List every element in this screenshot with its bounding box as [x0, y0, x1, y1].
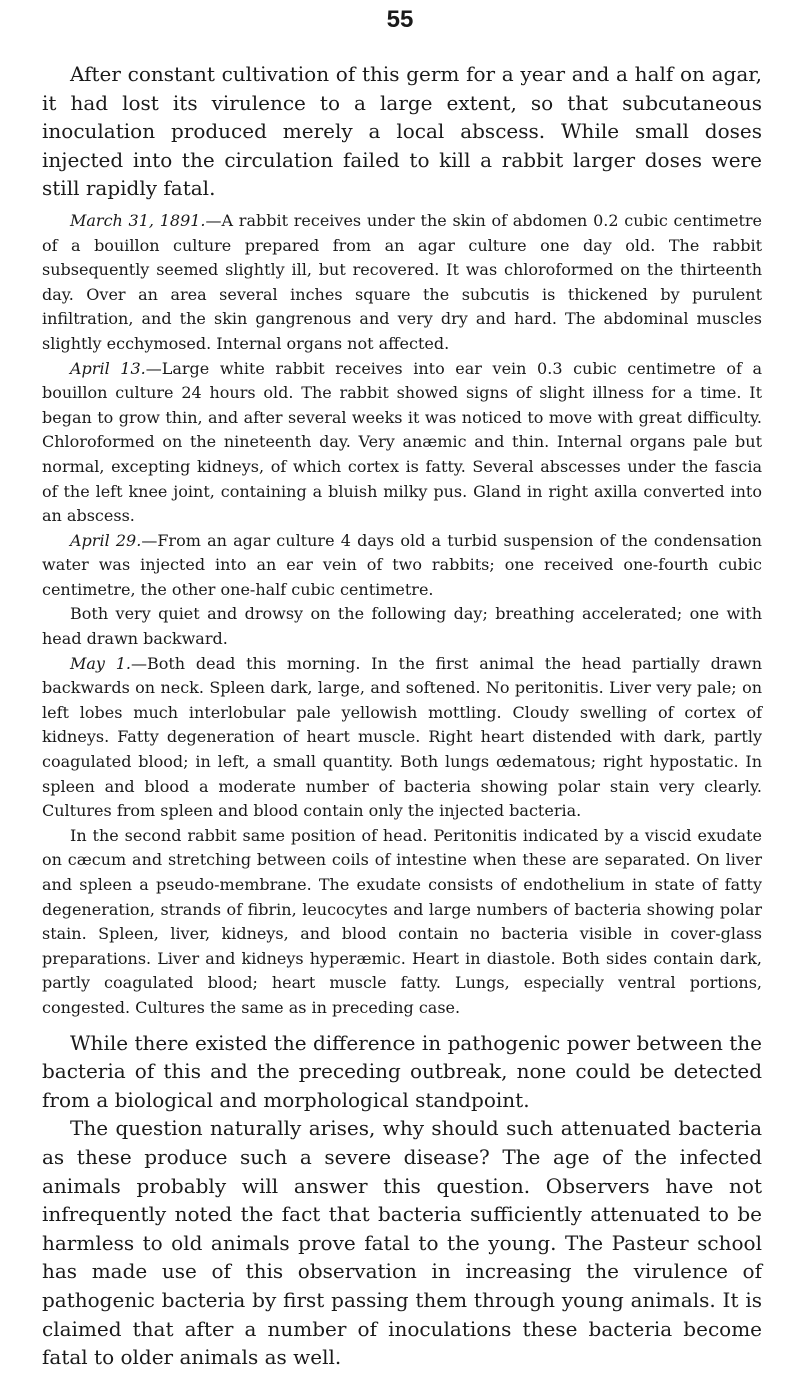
entry-following-day: Both very quiet and drowsy on the following day; breathing accelerated; one with head drawn backward.	[42, 604, 762, 649]
entry-text: —From an agar culture 4 days old a turbid suspension of the condensation water was injected into an ear vein of two rabbits; one received one-fourth cubic centimetre, the other one-half cubic centimetre.	[42, 530, 762, 599]
entry-text: —A rabbit receives under the skin of abdomen 0.2 cubic centimetre of a bouillon culture prepared from an agar culture one day old. The rabbit subsequently seemed slightly ill, but recovered. It was chloroformed on the thirteenth day. Over an area several inches square the subcutis is thickened by purulent infiltration, and the skin gangrenous and very dry and hard. The abdominal muscles slightly ecchymosed. Internal organs not affected.	[42, 210, 763, 353]
entry-march-31	[42, 209, 762, 357]
paragraph-intro: After constant cultivation of this germ for a year and a half on agar, it had lost its virulence to a large extent, so that subcutaneous inoculation produced merely a local abscess. While small doses injected into the circulation failed to kill a rabbit larger doses were still rapidly fatal.	[42, 62, 762, 201]
entry-april-29	[42, 529, 762, 603]
paragraph-question: The question naturally arises, why should such attenuated bacteria as these produce such a severe disease? The age of the infected animals probably will answer this question. Observers have not infrequently noted the fact that bacteria sufficiently attenuated to be harmless to old animals prove fatal to the young. The Pasteur school has made use of this observation in increasing the virulence of pathogenic bacteria by first passing them through young animals. It is claimed that after a number of inoculations these bacteria become fatal to older animals as well.	[42, 1116, 762, 1370]
entry-date: May 1.	[70, 653, 131, 673]
paragraph-difference: While there existed the difference in pathogenic power between the bacteria of this and the preceding outbreak, none could be detected from a biological and morphological standpoint.	[42, 1030, 762, 1112]
entry-text: —Large white rabbit receives into ear vein 0.3 cubic centimetre of a bouillon culture 24 hours old. The rabbit showed signs of slight illness for a time. It began to grow thin, and after several weeks it was noticed to move with great difficulty. Chloroformed on the nineteenth day. Very anæmic and thin. Internal organs pale but normal, excepting kidneys, of which cortex is fatty. Several abscesses under the fascia of the left knee joint, containing a bluish milky pus. Gland in right axilla converted into an abscess.	[42, 358, 762, 526]
entry-text: —Both dead this morning. In the first animal the head partially drawn backwards on neck. Spleen dark, large, and softened. No peritonitis. Liver very pale; on left lobes much interlobular pale yellowish mottling. Cloudy swelling of cortex of kidneys. Fatty degeneration of heart muscle. Right heart distended with dark, partly coagulated blood; in left, a small quantity. Both lungs œdematous; right hypostatic. In spleen and blood a moderate number of bacteria showing polar stain very clearly. Cultures from spleen and blood contain only the injected bacteria.	[42, 653, 763, 821]
entry-date: April 29.	[70, 530, 142, 550]
page-body	[42, 60, 762, 1372]
entry-date: March 31, 1891.	[70, 210, 206, 230]
entry-april-13	[42, 357, 762, 529]
entry-date: April 13.	[70, 358, 146, 378]
entry-second-rabbit: In the second rabbit same position of head. Peritonitis indicated by a viscid exudate on cæcum and stretching between coils of intestine when these are separated. On liver and spleen a pseudo-membrane. The exudate consists of endothelium in state of fatty degeneration, strands of fibrin, leucocytes and large numbers of bacteria showing polar stain. Spleen, liver, kidneys, and blood contain no bacteria visible in cover-glass preparations. Liver and kidneys hyperæmic. Heart in diastole. Both sides contain dark, partly coagulated blood; heart muscle fatty. Lungs, especially ventral portions, congested. Cultures the same as in preceding case.	[42, 825, 762, 1017]
entry-may-1	[42, 652, 762, 824]
page-number: 55	[386, 6, 414, 33]
